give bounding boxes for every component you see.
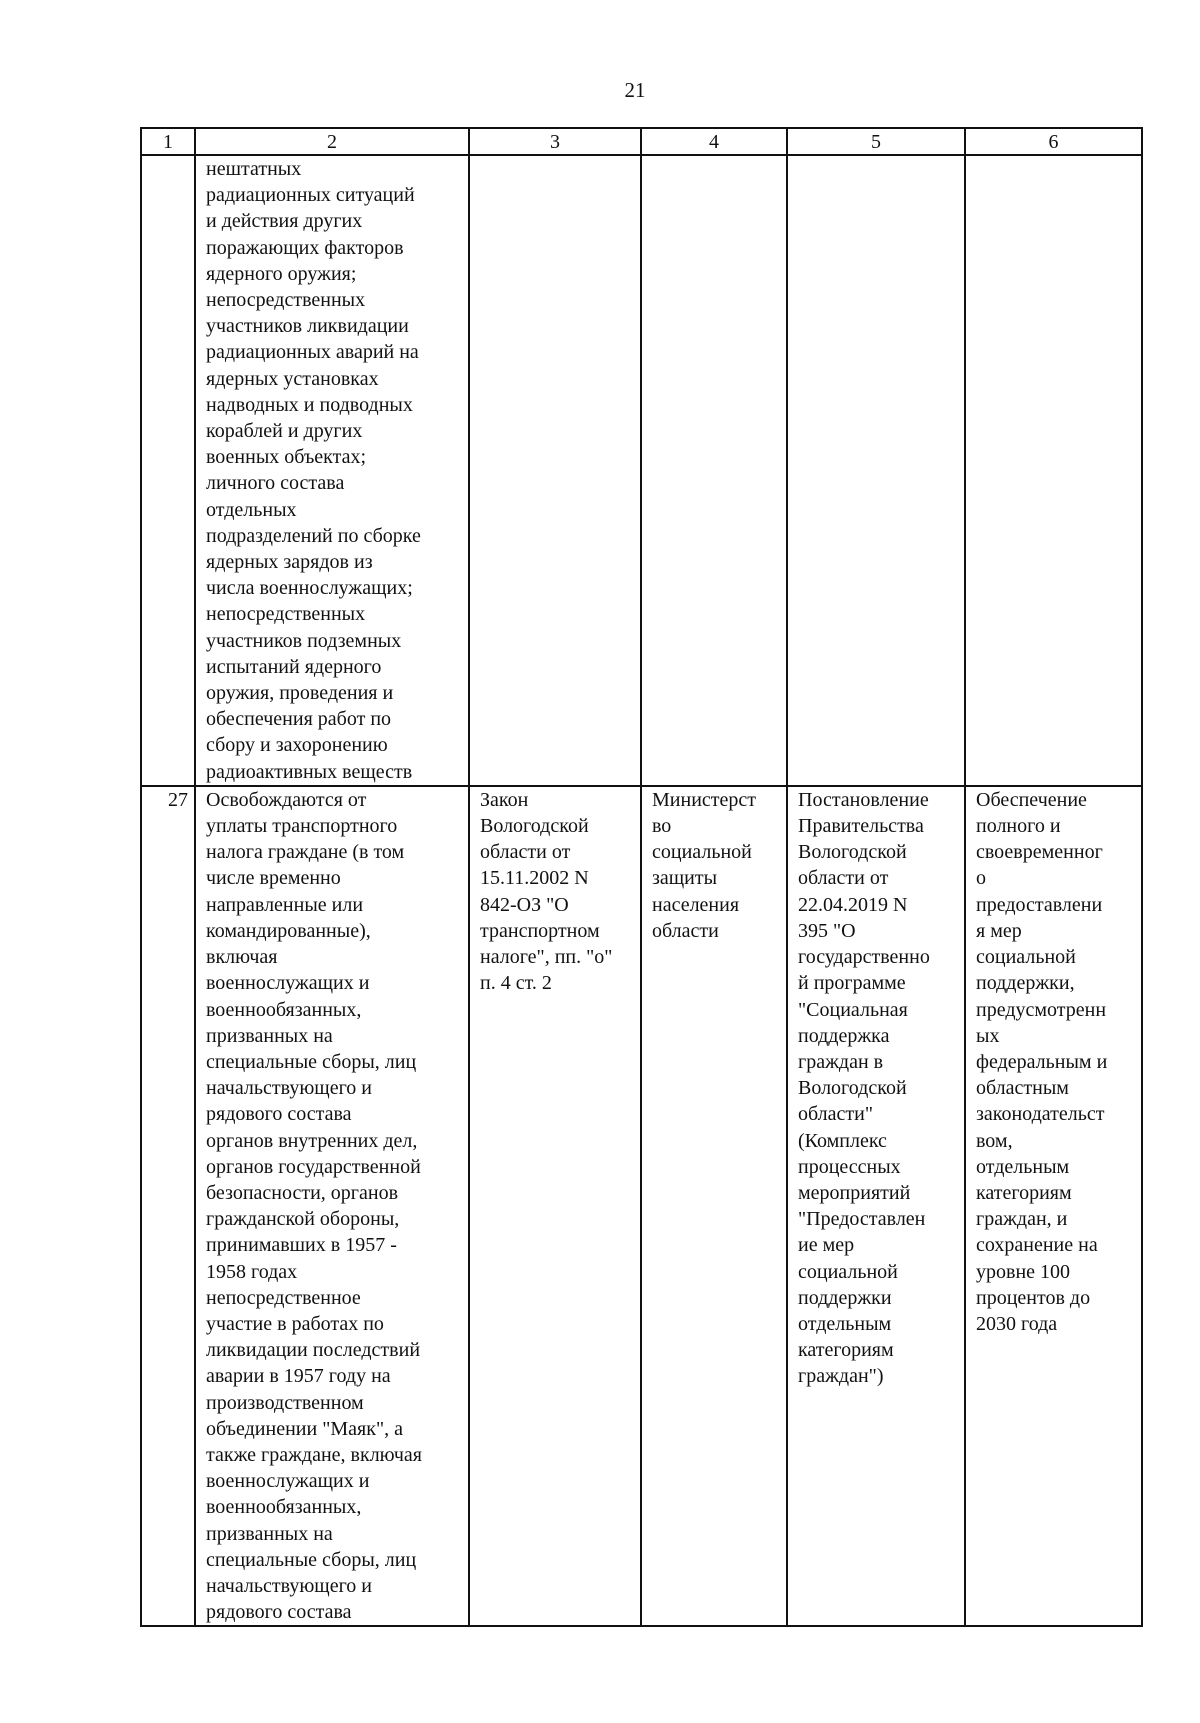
responsible-body	[641, 155, 787, 786]
category-description: Освобождаются от уплаты транспортного налога граждане (в том числе временно направленные или командированные), включая военнослужащих и военнообязанных, призванных на специальные сборы, лиц начальствующего и рядового состава органов внутренних дел, органов государственной безопасности, органов гражданской обороны, принимавших в 1957 - 1958 годах непосредственное участие в работах по ликвидации последствий аварии в 1957 году на производственном объединении "Маяк", а также граждане, включая военнослужащих и военнообязанных, призванных на специальные сборы, лиц начальствующего и рядового состава	[195, 786, 469, 1627]
header-col-2: 2	[195, 128, 469, 155]
category-description: нештатных радиационных ситуаций и действия других поражающих факторов ядерного оружия; непосредственных участников ликвидации радиационных аварий на ядерных установках надводных и подводных кораблей и других военных объектах; личного состава отдельных подразделений по сборке ядерных зарядов из числа военнослужащих; непосредственных участников подземных испытаний ядерного оружия, проведения и обеспечения работ по сбору и захоронению радиоактивных веществ	[195, 155, 469, 786]
target-goal: Обеспечение полного и своевременног о предоставлени я мер социальной поддержки, предусмотренн ых федеральным и областным законодательст вом, отдельным категориям граждан, и сохранение на уровне 100 процентов до 2030 года	[965, 786, 1142, 1627]
row-number: 27	[141, 786, 195, 1627]
header-col-1: 1	[141, 128, 195, 155]
header-col-3: 3	[469, 128, 641, 155]
header-col-4: 4	[641, 128, 787, 155]
target-goal	[965, 155, 1142, 786]
table-row	[141, 155, 1142, 786]
header-col-5: 5	[787, 128, 965, 155]
legal-basis	[469, 155, 641, 786]
benefits-table	[140, 127, 1143, 1627]
legal-basis: Закон Вологодской области от 15.11.2002 N 842-ОЗ "О транспортном налоге", пп. "о" п. 4 ст. 2	[469, 786, 641, 1627]
responsible-body: Министерст во социальной защиты населения области	[641, 786, 787, 1627]
row-number	[141, 155, 195, 786]
program-document	[787, 155, 965, 786]
table-row	[141, 786, 1142, 1627]
header-col-6: 6	[965, 128, 1142, 155]
program-document: Постановление Правительства Вологодской области от 22.04.2019 N 395 "О государственно й программе "Социальная поддержка граждан в Вологодской области" (Комплекс процессных мероприятий "Предоставлен ие мер социальной поддержки отдельным категориям граждан")	[787, 786, 965, 1627]
table-header-row	[141, 128, 1142, 155]
page-number: 21	[624, 78, 646, 102]
